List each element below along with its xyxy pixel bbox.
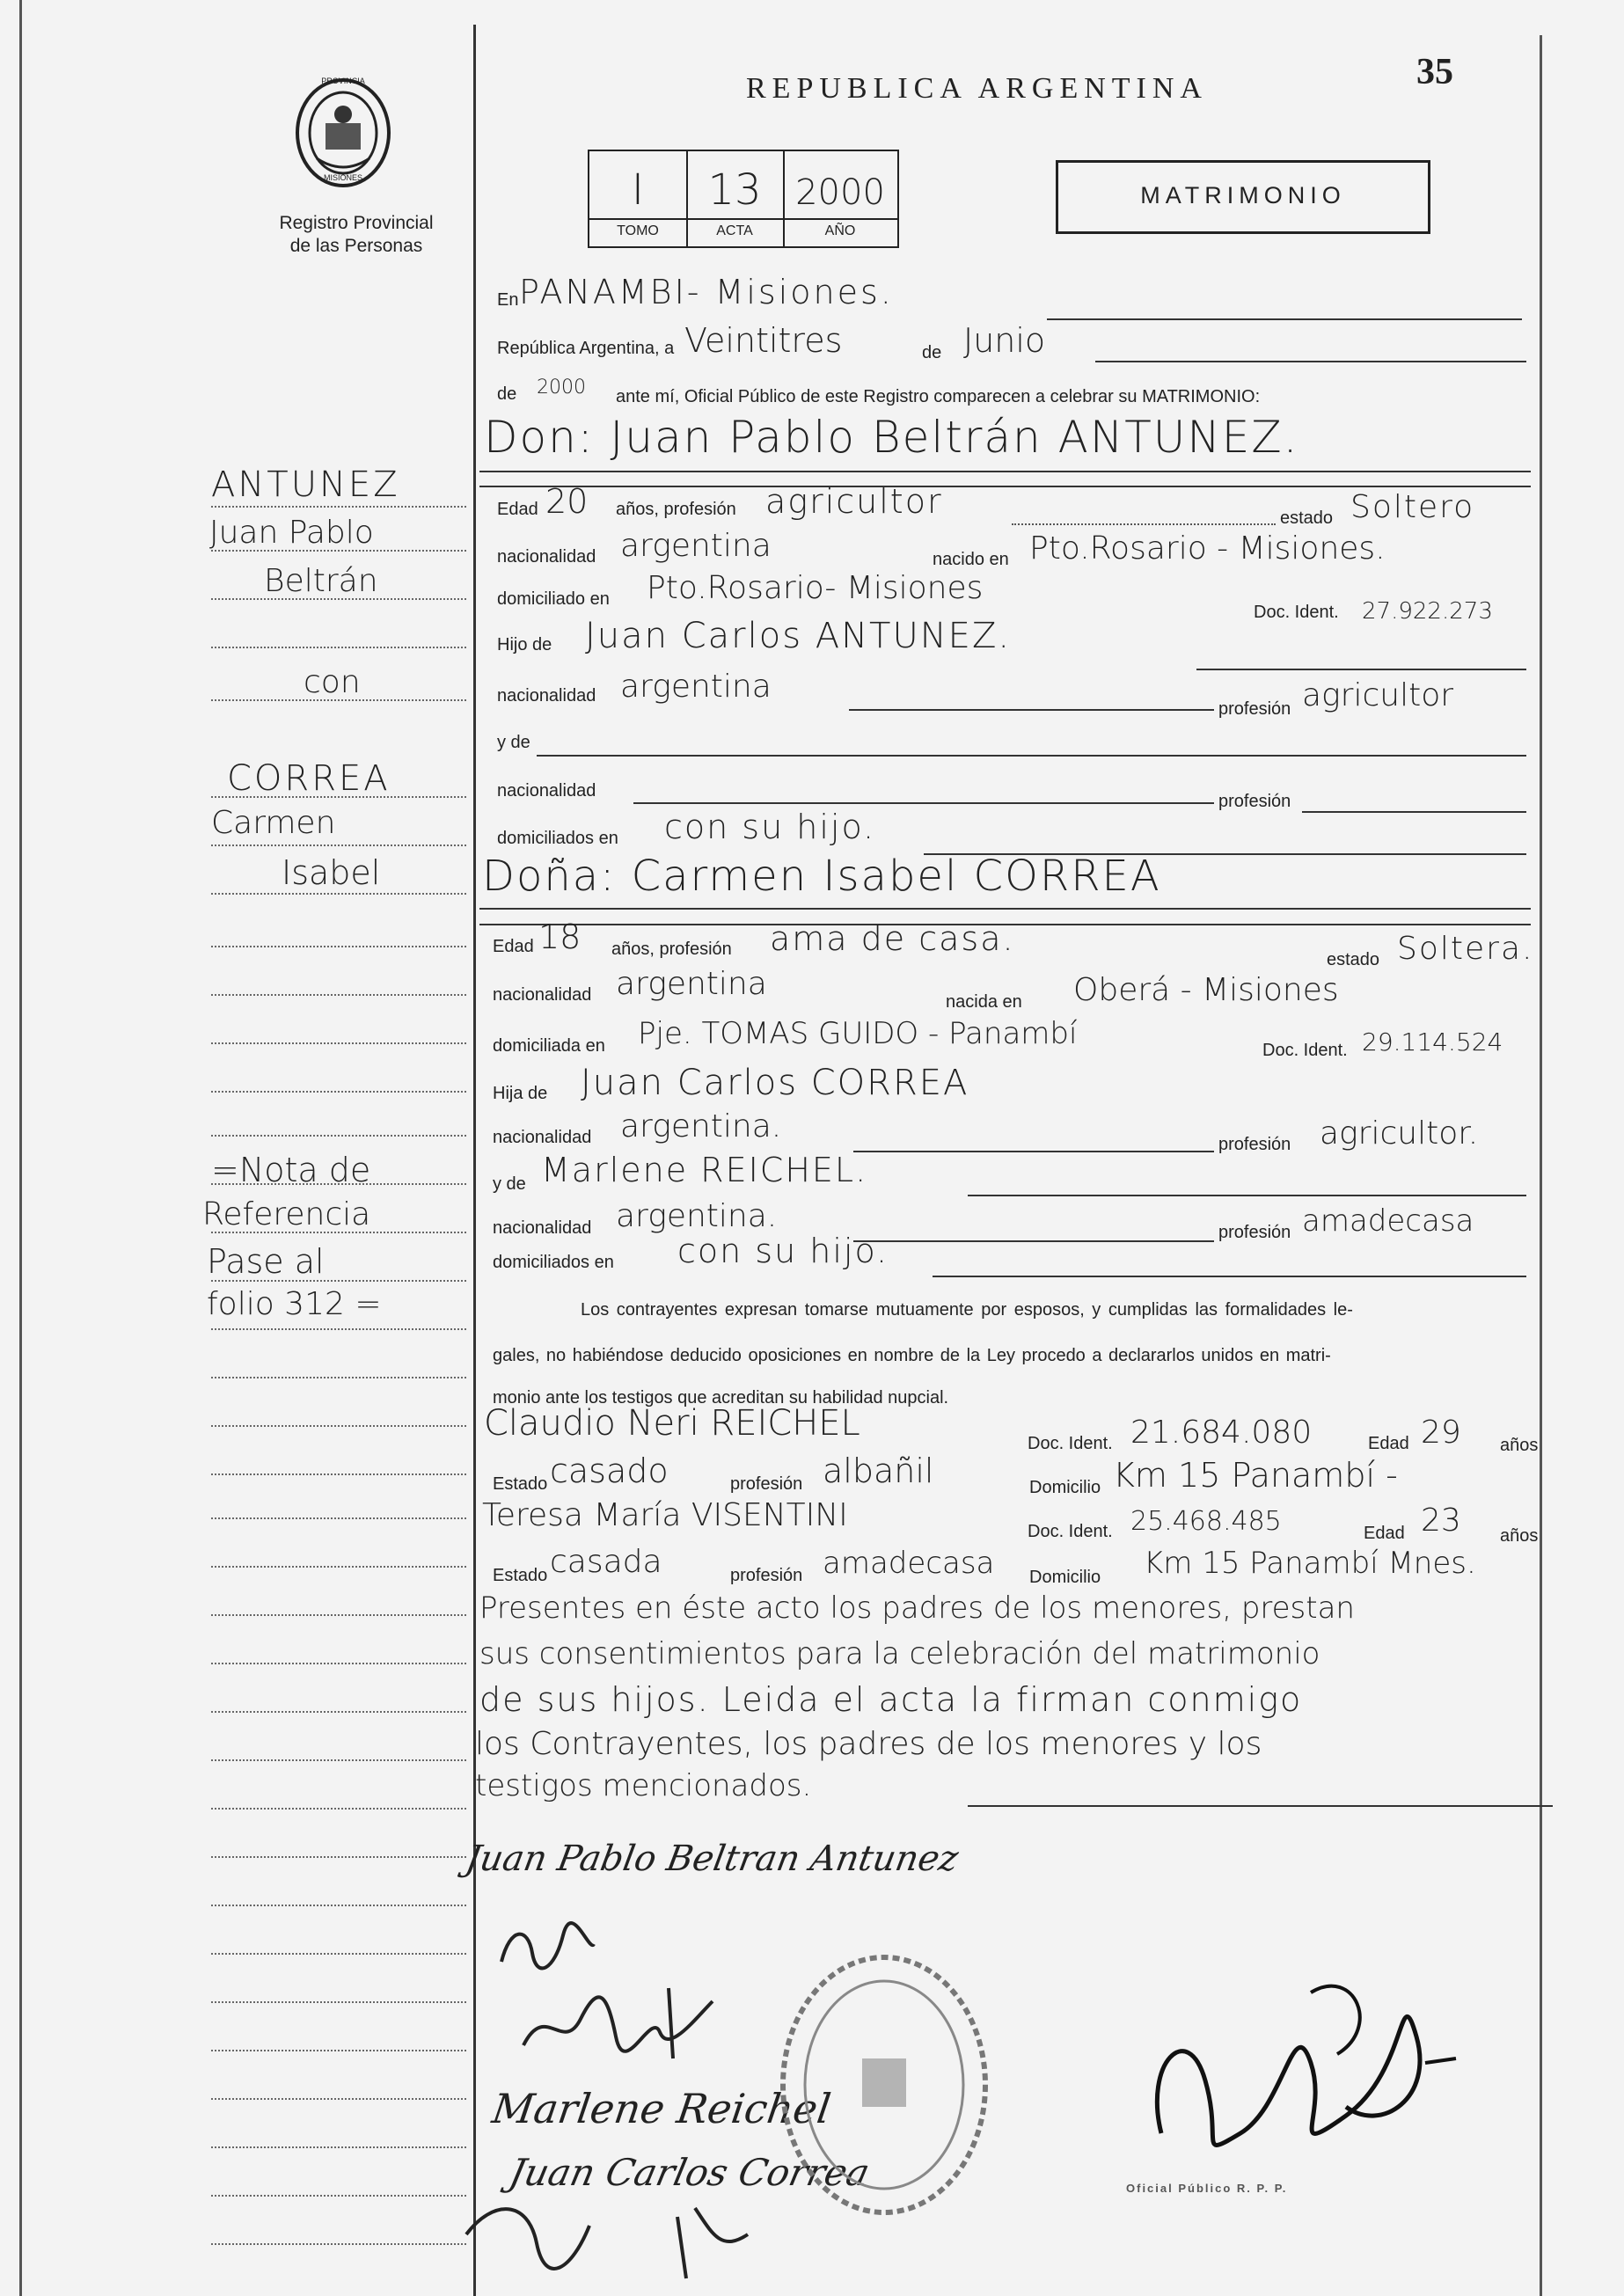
margin-line xyxy=(211,506,466,508)
groom-yde-label: y de xyxy=(497,733,530,752)
country-title: REPUBLICA ARGENTINA xyxy=(746,72,1208,105)
republica-label: República Argentina, a xyxy=(497,339,675,358)
witness1-doc: 21.684.080 xyxy=(1130,1415,1313,1451)
margin-line xyxy=(211,1953,466,1955)
groom-status: Soltero xyxy=(1350,489,1475,525)
margin-line xyxy=(211,1808,466,1810)
province-seal xyxy=(290,75,396,189)
groom-estado-label: estado xyxy=(1280,508,1334,528)
margin-line xyxy=(211,946,466,947)
en-label: En xyxy=(497,290,519,310)
ano-label: AÑO xyxy=(824,223,856,238)
bride-doc-label: Doc. Ident. xyxy=(1262,1041,1348,1060)
bride-anos-label: años, profesión xyxy=(611,940,732,959)
registry-line2: de las Personas xyxy=(289,236,423,256)
witness2-prof-label: profesión xyxy=(730,1566,803,1585)
groom-nacido-label: nacido en xyxy=(933,550,1009,569)
groom-parents-home: con su hijo. xyxy=(664,808,876,846)
witness1-age: 29 xyxy=(1421,1415,1461,1451)
acta-label: ACTA xyxy=(716,223,753,238)
groom-hijo-label: Hijo de xyxy=(497,635,552,654)
groom-underline xyxy=(479,471,1531,472)
groom-signature: Juan Pablo Beltran Antunez xyxy=(462,1839,962,1879)
bride-birthplace: Oberá - Misiones xyxy=(1073,972,1339,1008)
closing-line3: de sus hijos. Leida el acta la firman conmigo xyxy=(479,1680,1303,1719)
place-underline xyxy=(1047,318,1522,320)
margin-bride-surname: CORREA xyxy=(227,758,391,799)
month-value: Junio xyxy=(963,321,1046,360)
line xyxy=(853,1240,1214,1242)
groom-birthplace: Pto.Rosario - Misiones. xyxy=(1029,530,1386,567)
groom-doc: 27.922.273 xyxy=(1362,598,1493,625)
official-stamp-icon xyxy=(774,1949,994,2221)
registry-line1: Registro Provincial xyxy=(279,213,434,233)
bride-address: Pje. TOMAS GUIDO - Panambí xyxy=(638,1016,1078,1051)
margin-line xyxy=(211,2195,466,2197)
right-border-line xyxy=(1540,35,1542,2296)
groom-father-nat: argentina xyxy=(620,669,772,705)
witness1-prof-label: profesión xyxy=(730,1474,803,1494)
margin-line xyxy=(211,1566,466,1568)
line xyxy=(1302,811,1526,813)
bride-parents-dom-label: domiciliados en xyxy=(493,1253,614,1272)
extra-signature-scribble xyxy=(457,2182,774,2287)
witness2-doc: 25.468.485 xyxy=(1130,1506,1282,1537)
margin-line xyxy=(211,1614,466,1616)
margin-line xyxy=(211,845,466,846)
page-number: 35 xyxy=(1416,52,1453,92)
bride-father-prof: agricultor. xyxy=(1320,1115,1479,1152)
stamp-caption: Oficial Público R. P. P. xyxy=(1126,2182,1288,2195)
witness2-home: Km 15 Panambí Mnes. xyxy=(1144,1546,1476,1581)
closing-line4: los Contrayentes, los padres de los menores y los xyxy=(475,1726,1262,1762)
margin-line xyxy=(211,1711,466,1713)
bride-status: Soltera. xyxy=(1397,931,1534,967)
groom-age: 20 xyxy=(545,482,589,521)
place-value: PANAMBI- Misiones. xyxy=(519,273,894,311)
margin-line xyxy=(211,1759,466,1761)
margin-groom-name2: Beltrán xyxy=(264,563,378,599)
witness1-status: casado xyxy=(550,1451,669,1490)
bride-parents-home: con su hijo. xyxy=(677,1232,889,1270)
groom-doc-label: Doc. Ident. xyxy=(1254,603,1339,622)
day-value: Veintitres xyxy=(684,321,843,360)
father-nat-label: nacionalidad xyxy=(497,686,596,706)
witness1-name: Claudio Neri REICHEL xyxy=(484,1403,860,1444)
groom-edad-label: Edad xyxy=(497,500,538,519)
father-prof-label: profesión xyxy=(1218,699,1291,719)
groom-father-prof: agricultor xyxy=(1302,677,1454,713)
father-signature: Juan Carlos Correa xyxy=(505,2151,874,2194)
margin-line xyxy=(211,1473,466,1475)
bride-mother-nat-label: nacionalidad xyxy=(493,1218,592,1238)
margin-line xyxy=(211,647,466,648)
groom-full-name: Don: Juan Pablo Beltrán ANTUNEZ. xyxy=(484,412,1299,463)
line xyxy=(633,802,1214,804)
mother-nat-label: nacionalidad xyxy=(497,781,596,801)
bride-mother-prof-label: profesión xyxy=(1218,1223,1291,1242)
intro-text: ante mí, Oficial Público de este Registro comparecen a celebrar su MATRIMONIO: xyxy=(616,387,1261,406)
margin-line xyxy=(211,2098,466,2100)
acta-value: 13 xyxy=(707,165,762,215)
groom-dom-label: domiciliado en xyxy=(497,589,610,609)
witness1-dom-label: Domicilio xyxy=(1029,1478,1101,1497)
margin-line xyxy=(211,1517,466,1519)
margin-line xyxy=(211,1856,466,1858)
witness2-status: casada xyxy=(550,1544,662,1580)
year-prefix: de xyxy=(497,384,517,404)
witness1-edad-label: Edad xyxy=(1368,1434,1409,1453)
witness2-estado-label: Estado xyxy=(493,1566,548,1585)
margin-line xyxy=(211,1091,466,1093)
margin-note1: =Nota de xyxy=(211,1151,371,1189)
groom-nat-label: nacionalidad xyxy=(497,547,596,567)
bride-mother-nat: argentina. xyxy=(616,1198,778,1234)
margin-line xyxy=(211,2050,466,2051)
column-divider xyxy=(473,25,476,2296)
bride-hija-label: Hija de xyxy=(493,1084,548,1103)
groom-address: Pto.Rosario- Misiones xyxy=(647,570,984,606)
line xyxy=(933,1276,1526,1277)
closing-underline xyxy=(968,1805,1553,1807)
groom-father: Juan Carlos ANTUNEZ. xyxy=(585,616,1012,656)
bride-estado-label: estado xyxy=(1327,950,1380,969)
declaration-line2: gales, no habiéndose deducido oposiciones en nombre de la Ley procedo a declararlos unidos en matri- xyxy=(493,1346,1331,1365)
bride-mother-prof: amadecasa xyxy=(1302,1203,1474,1239)
witness2-name: Teresa María VISENTINI xyxy=(482,1497,848,1533)
bride-nationality: argentina xyxy=(616,966,767,1002)
margin-groom-surname: ANTUNEZ xyxy=(211,464,400,505)
record-id-box xyxy=(588,150,899,248)
margin-bride-name2: Isabel xyxy=(282,853,381,892)
margin-note4: folio 312 = xyxy=(207,1286,382,1322)
margin-line xyxy=(211,1135,466,1137)
margin-bride-name1: Carmen xyxy=(211,805,336,841)
closing-line1: Presentes en éste acto los padres de los menores, prestan xyxy=(479,1590,1355,1626)
seal-text-top: PROVINCIA xyxy=(321,77,365,85)
groom-nationality: argentina xyxy=(620,528,772,564)
official-signature-scribble xyxy=(1135,1957,1469,2168)
margin-note2: Referencia xyxy=(202,1196,371,1232)
ano-value: 2000 xyxy=(795,172,885,213)
bride-father-prof-label: profesión xyxy=(1218,1135,1291,1154)
margin-line xyxy=(211,1663,466,1664)
bride-underline xyxy=(479,908,1531,910)
bride-edad-label: Edad xyxy=(493,937,534,956)
margin-con: con xyxy=(304,664,361,700)
margin-line xyxy=(211,1377,466,1378)
witness1-doc-label: Doc. Ident. xyxy=(1028,1434,1113,1453)
line xyxy=(853,1151,1214,1152)
certificate-type: MATRIMONIO xyxy=(1140,182,1346,208)
margin-line xyxy=(211,1328,466,1330)
seal-text-bottom: MISIONES xyxy=(323,173,362,182)
seal-emblem-icon xyxy=(290,75,396,189)
witness2-age: 23 xyxy=(1421,1503,1461,1539)
line xyxy=(849,709,1214,711)
bride-father-nat-label: nacionalidad xyxy=(493,1128,592,1147)
tomo-value: I xyxy=(631,165,645,215)
bride-father: Juan Carlos CORREA xyxy=(581,1063,969,1103)
mother-prof-label: profesión xyxy=(1218,792,1291,811)
tomo-label: TOMO xyxy=(617,223,659,238)
groom-profession: agricultor xyxy=(765,482,943,521)
margin-line xyxy=(211,893,466,895)
bride-age: 18 xyxy=(538,918,582,956)
month-underline xyxy=(1095,361,1526,362)
bride-signature-scribble xyxy=(519,1984,721,2063)
bride-full-name: Doña: Carmen Isabel CORREA xyxy=(482,852,1161,901)
margin-line xyxy=(211,994,466,996)
line xyxy=(968,1195,1526,1196)
bride-doc: 29.114.524 xyxy=(1362,1027,1503,1057)
margin-line xyxy=(211,1425,466,1427)
groom-underline2 xyxy=(479,486,1531,487)
witness2-dom-label: Domicilio xyxy=(1029,1568,1101,1587)
father-underline xyxy=(1196,669,1526,670)
bride-mother: Marlene REICHEL. xyxy=(541,1151,868,1189)
certificate-type-box xyxy=(1056,160,1430,234)
margin-line xyxy=(211,1042,466,1044)
bride-profession: ama de casa. xyxy=(770,919,1015,958)
line xyxy=(537,755,1526,757)
mother-signature: Marlene Reichel xyxy=(489,2085,834,2132)
bride-dom-label: domiciliada en xyxy=(493,1036,605,1056)
witness2-doc-label: Doc. Ident. xyxy=(1028,1522,1113,1541)
closing-line2: sus consentimientos para la celebración del matrimonio xyxy=(479,1636,1320,1671)
margin-note3: Pase al xyxy=(207,1242,325,1281)
groom-parents-dom-label: domiciliados en xyxy=(497,829,618,848)
witness2-edad-label: Edad xyxy=(1364,1524,1405,1543)
margin-line xyxy=(211,2146,466,2148)
margin-groom-name1: Juan Pablo xyxy=(209,515,374,551)
witness1-estado-label: Estado xyxy=(493,1474,548,1494)
declaration-line1: Los contrayentes expresan tomarse mutuamente por esposos, y cumplidas las formalidades le- xyxy=(581,1300,1353,1320)
closing-line5: testigos mencionados. xyxy=(475,1768,812,1803)
left-border-line xyxy=(19,0,22,2296)
margin-line xyxy=(211,2001,466,2003)
witness1-home: Km 15 Panambí - xyxy=(1113,1456,1398,1495)
bride-father-nat: argentina. xyxy=(620,1108,782,1144)
witness-signature-scribble xyxy=(493,1918,598,1979)
witness2-prof: amadecasa xyxy=(823,1546,995,1581)
witness1-prof: albañil xyxy=(823,1451,934,1490)
witness2-anos-label: años xyxy=(1500,1526,1539,1546)
margin-line xyxy=(211,2243,466,2245)
year-value: 2000 xyxy=(537,377,586,399)
margin-line xyxy=(211,1905,466,1906)
bride-yde-label: y de xyxy=(493,1174,526,1194)
bride-nat-label: nacionalidad xyxy=(493,985,592,1005)
witness1-anos-label: años xyxy=(1500,1436,1539,1455)
dots xyxy=(1012,523,1276,525)
groom-anos-label: años, profesión xyxy=(616,500,736,519)
de-label: de xyxy=(922,343,942,362)
declaration-line3: monio ante los testigos que acreditan su habilidad nupcial. xyxy=(493,1388,949,1408)
bride-nacida-label: nacida en xyxy=(946,992,1022,1012)
